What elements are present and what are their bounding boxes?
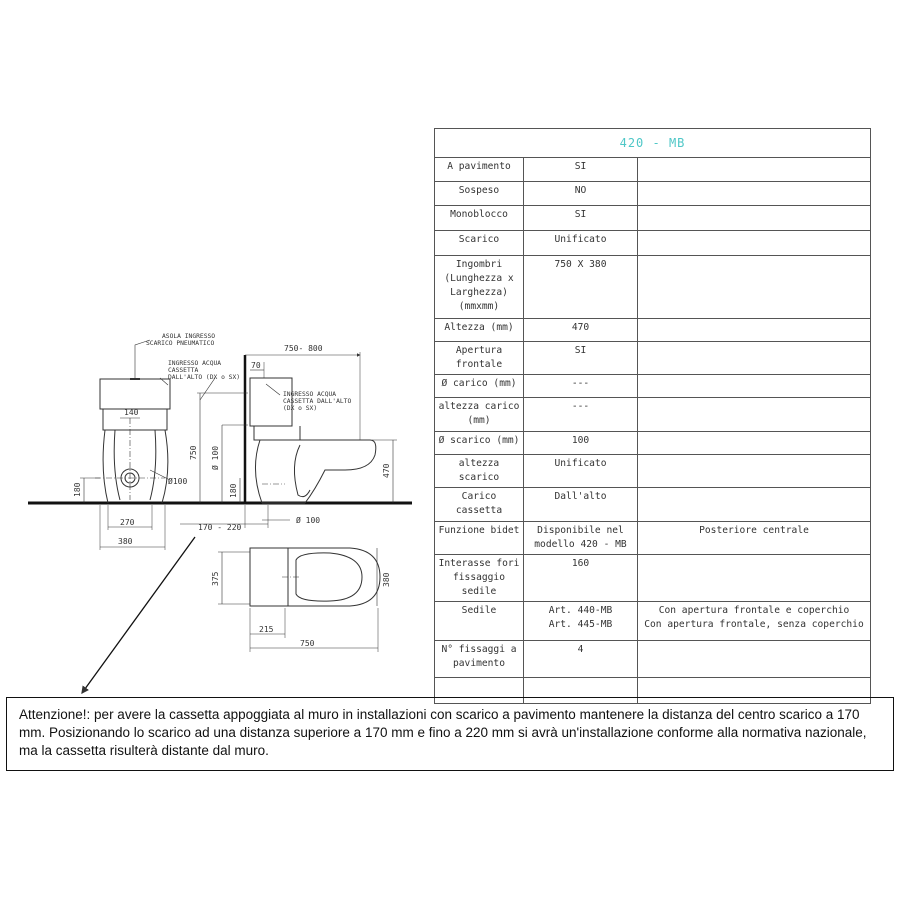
table-row (435, 455, 871, 488)
label-ingresso-1: INGRESSO ACQUA (168, 360, 222, 367)
dim-170-220: 170 - 220 (198, 523, 242, 532)
cell-label: Scarico (435, 231, 524, 256)
cell-label: Interasse fori fissaggio sedile (435, 555, 524, 602)
label-asola-2: SCARICO PNEUMATICO (146, 340, 215, 347)
cell-value: SI (524, 206, 638, 231)
table-row (435, 602, 871, 641)
cell-value: 750 X 380 (524, 256, 638, 319)
cell-extra (638, 256, 871, 319)
dim-phi100-side: Ø 100 (211, 445, 220, 470)
label-ingresso-side-1: INGRESSO ACQUA (283, 391, 337, 398)
dim-phi100-front: Ø100 (168, 477, 188, 486)
dim-180-side: 180 (229, 483, 238, 498)
table-row (435, 432, 871, 455)
cell-value: Unificato (524, 455, 638, 488)
cell-value: 470 (524, 319, 638, 342)
table-row (435, 319, 871, 342)
dim-215: 215 (259, 625, 274, 634)
cell-extra (638, 398, 871, 432)
label-ingresso-side-2: CASSETTA DALL'ALTO (283, 398, 352, 405)
cell-extra: Posteriore centrale (638, 522, 871, 555)
cell-value: SI (524, 158, 638, 182)
cell-extra (638, 375, 871, 398)
cell-extra (638, 455, 871, 488)
cell-label: Monoblocco (435, 206, 524, 231)
label-ingresso-2: CASSETTA (168, 367, 199, 374)
cell-value: 4 (524, 641, 638, 678)
cell-label: Apertura frontale (435, 342, 524, 375)
cell-extra (638, 641, 871, 678)
dim-750-side: 750 (189, 445, 198, 460)
table-row (435, 182, 871, 206)
cell-label: Ø scarico (mm) (435, 432, 524, 455)
cell-label: altezza scarico (435, 455, 524, 488)
cell-extra (638, 555, 871, 602)
cell-value: NO (524, 182, 638, 206)
cell-value: --- (524, 375, 638, 398)
cell-value: Dall'alto (524, 488, 638, 522)
table-title: 420 - MB (435, 129, 871, 158)
dim-phi100-bottom: Ø 100 (296, 516, 321, 525)
table-row (435, 488, 871, 522)
cell-extra (638, 206, 871, 231)
warning-notice (6, 697, 894, 771)
cell-value: SI (524, 342, 638, 375)
cell-value: Unificato (524, 231, 638, 256)
cell-label: Sospeso (435, 182, 524, 206)
cell-value: Art. 440-MB Art. 445-MB (524, 602, 638, 641)
table-row (435, 206, 871, 231)
table-row (435, 342, 871, 375)
dim-380-top: 380 (382, 572, 391, 587)
cell-extra (638, 432, 871, 455)
label-ingresso-3: DALL'ALTO (DX o SX) (168, 374, 241, 381)
cell-extra (638, 488, 871, 522)
dim-380-front: 380 (118, 537, 133, 546)
cell-value: Disponibile nel modello 420 - MB (524, 522, 638, 555)
cell-extra (638, 342, 871, 375)
dim-140: 140 (124, 408, 139, 417)
cell-extra (638, 182, 871, 206)
table-row (435, 522, 871, 555)
label-ingresso-side-3: (DX o SX) (283, 405, 318, 412)
dim-750-800: 750- 800 (284, 344, 323, 353)
notice-text: Attenzione!: per avere la cassetta appoggiata al muro in installazioni con scarico a pavimento mantenere la distanza del centro scarico a 170 mm. Posizionando lo scarico ad una distanza superiore a 170 mm e fino a 220 mm si avrà un'installazione conforme alla normativa nazionale, ma la cassetta risulterà distante dal muro. (19, 707, 867, 758)
table-row (435, 158, 871, 182)
dim-375: 375 (211, 571, 220, 586)
top-view (218, 548, 380, 652)
cell-label: A pavimento (435, 158, 524, 182)
cell-label: N° fissaggi a pavimento (435, 641, 524, 678)
dim-70: 70 (251, 361, 261, 370)
table-row (435, 398, 871, 432)
cell-label: altezza carico (mm) (435, 398, 524, 432)
spec-table (434, 128, 871, 704)
dim-180-left: 180 (73, 482, 82, 497)
table-row (435, 641, 871, 678)
cell-extra (638, 231, 871, 256)
table-row (435, 231, 871, 256)
table-row (435, 375, 871, 398)
cell-extra (638, 158, 871, 182)
dim-470: 470 (382, 463, 391, 478)
cell-label: Funzione bidet (435, 522, 524, 555)
cell-value: 100 (524, 432, 638, 455)
cell-label: Carico cassetta (435, 488, 524, 522)
table-row (435, 256, 871, 319)
label-asola-1: ASOLA INGRESSO (162, 333, 216, 340)
cell-label: Ø carico (mm) (435, 375, 524, 398)
cell-value: --- (524, 398, 638, 432)
cell-label: Altezza (mm) (435, 319, 524, 342)
cell-label: Sedile (435, 602, 524, 641)
cell-value: 160 (524, 555, 638, 602)
dim-750-top: 750 (300, 639, 315, 648)
cell-label: Ingombri (Lunghezza x Larghezza) (mmxmm) (435, 256, 524, 319)
cell-extra (638, 319, 871, 342)
table-row (435, 555, 871, 602)
dim-270: 270 (120, 518, 135, 527)
cell-extra: Con apertura frontale e coperchio Con apertura frontale, senza coperchio (638, 602, 871, 641)
